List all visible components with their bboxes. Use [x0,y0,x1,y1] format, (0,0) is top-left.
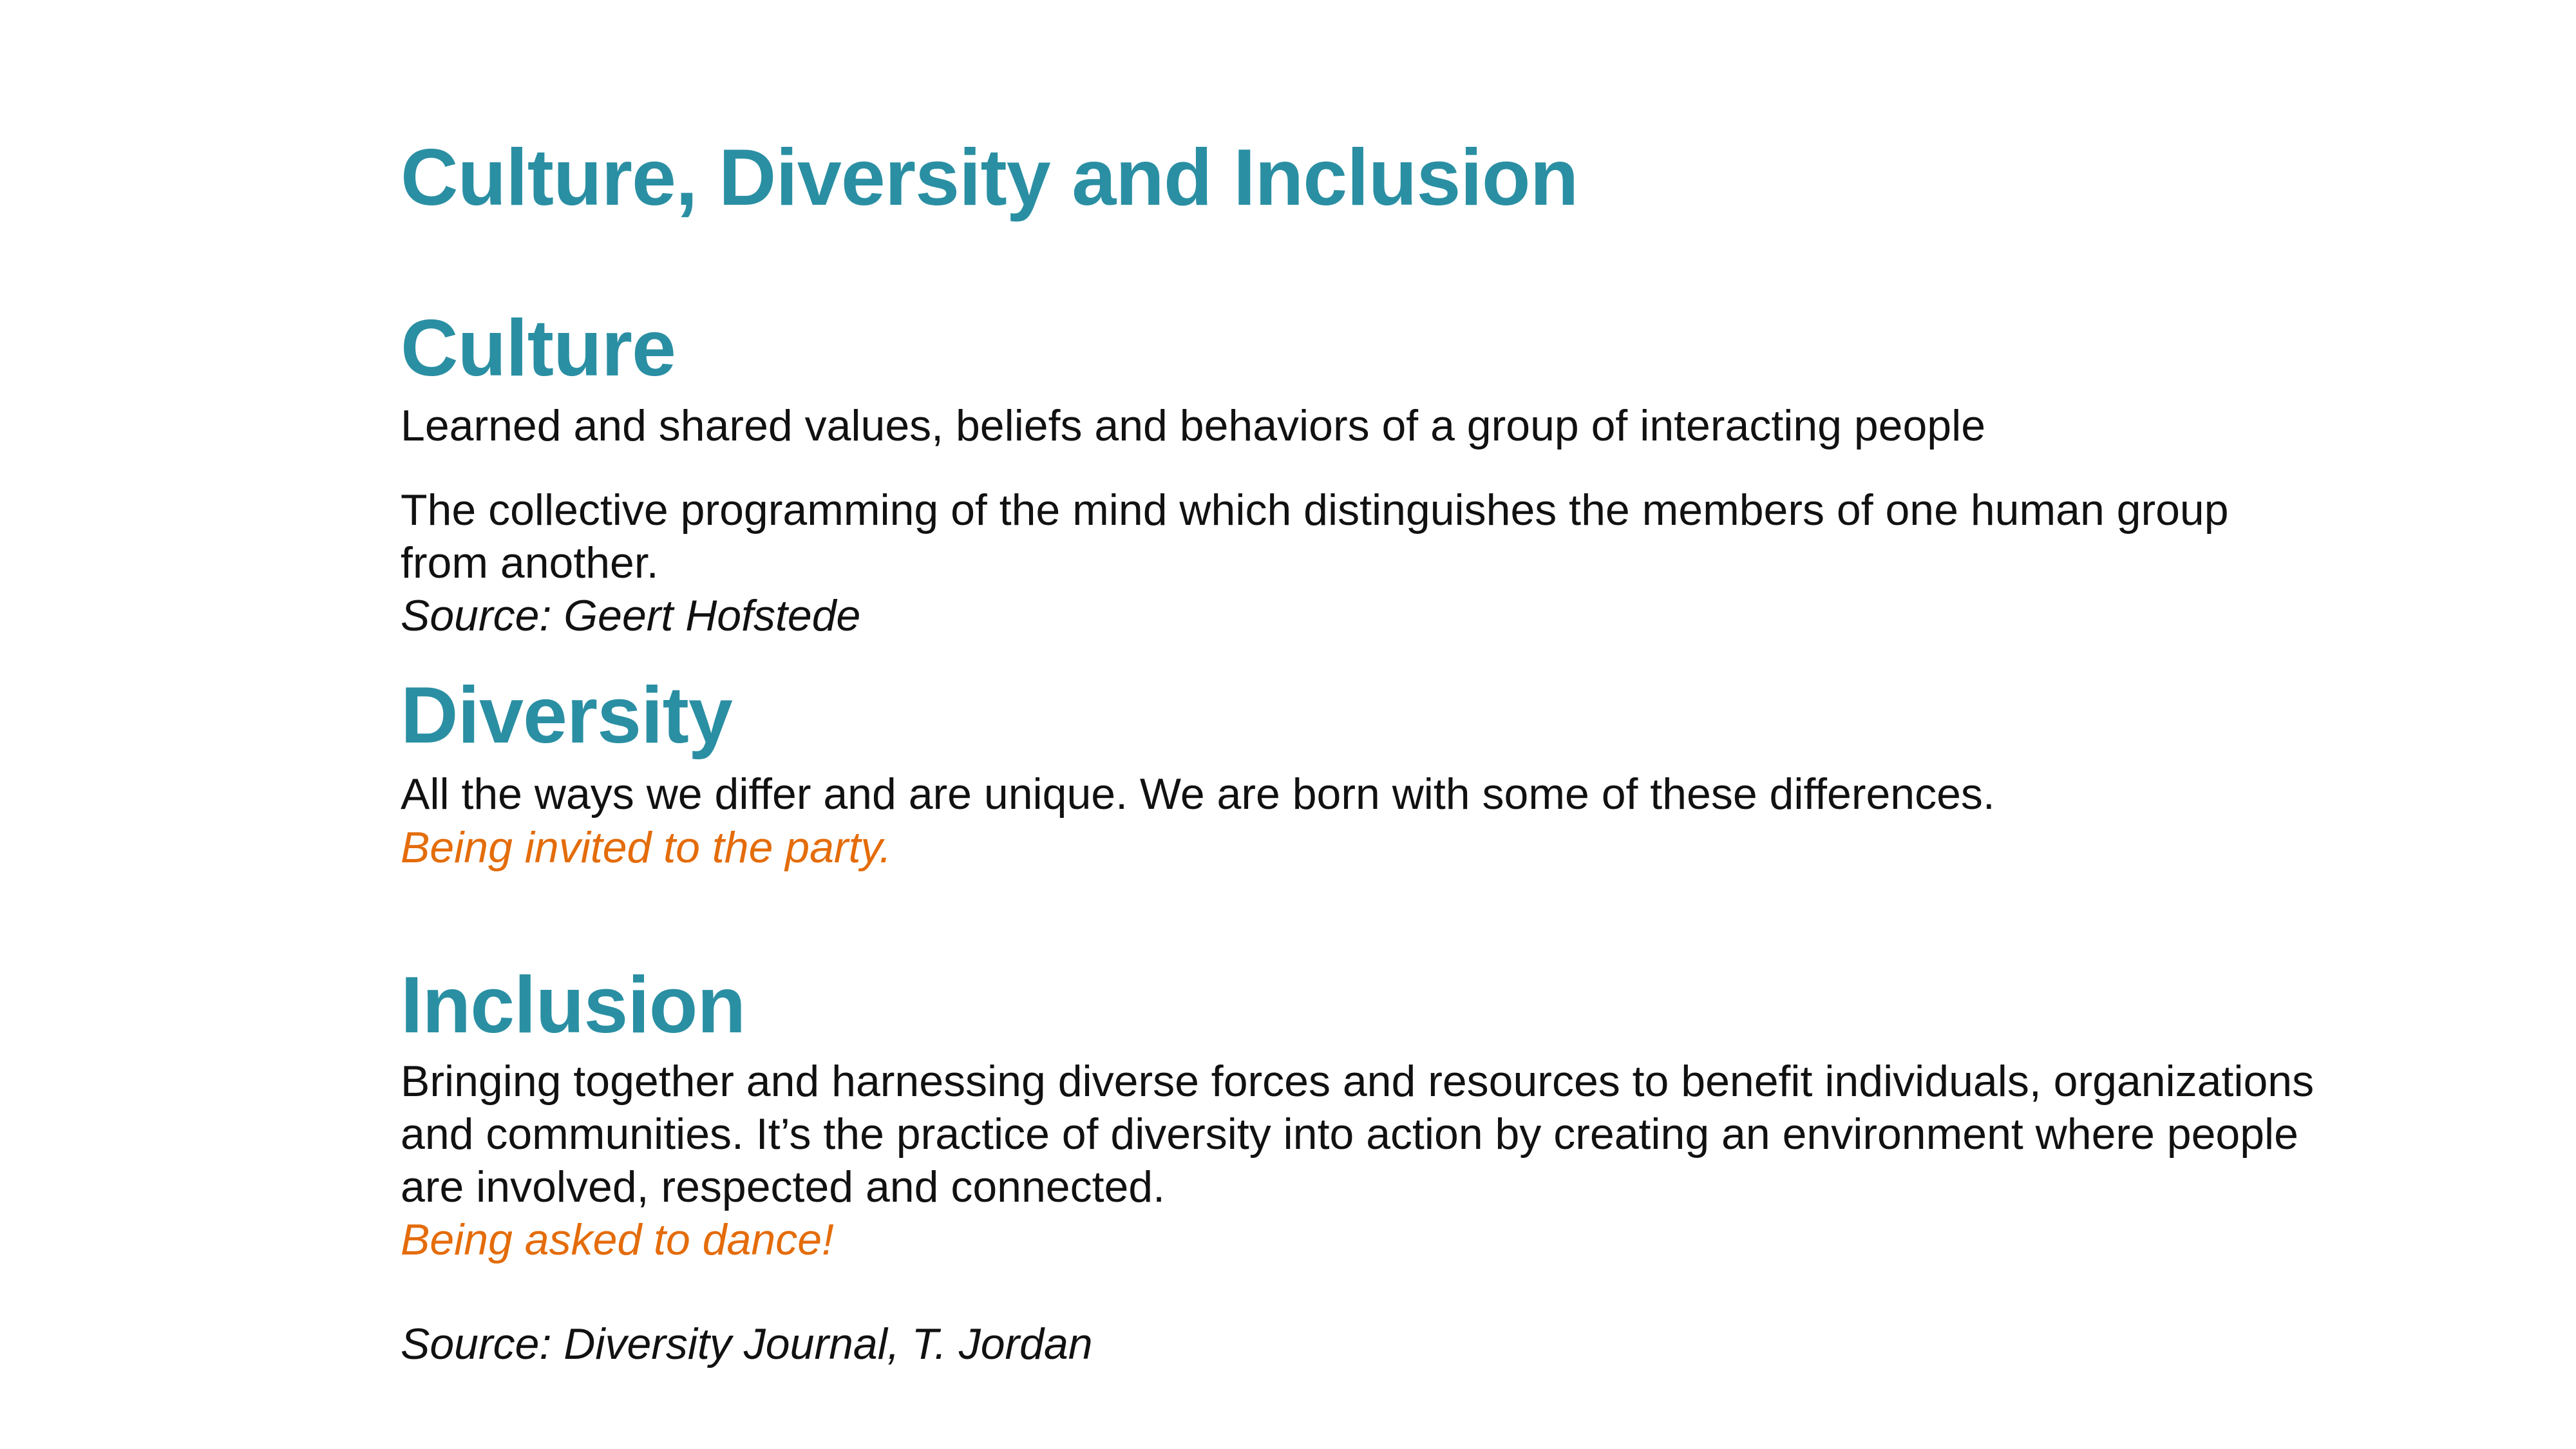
inclusion-definition-line: are involved, respected and connected. [401,1162,1166,1211]
hofstede-definition-line: from another. [401,538,659,587]
inclusion-definition-line: Bringing together and harnessing diverse forces and resources to benefit individuals, organizations [401,1057,2315,1106]
diversity-tagline: Being invited to the party. [401,823,892,872]
footer-source: Source: Diversity Journal, T. Jordan [401,1320,1093,1368]
diversity-definition: All the ways we differ and are unique. We are born with some of these differences. [401,770,1995,819]
inclusion-tagline: Being asked to dance! [401,1215,834,1264]
inclusion-definition-line: and communities. It’s the practice of diversity into action by creating an environment where people [401,1110,2298,1159]
hofstede-source: Source: Geert Hofstede [401,591,861,640]
culture-heading: Culture [401,304,676,393]
hofstede-definition [401,484,2448,589]
diversity-heading: Diversity [401,671,732,760]
inclusion-definition [401,1055,2448,1213]
inclusion-heading: Inclusion [401,961,746,1050]
slide-title: Culture, Diversity and Inclusion [401,133,1578,222]
culture-definition: Learned and shared values, beliefs and behaviors of a group of interacting people [401,401,1986,450]
hofstede-definition-line: The collective programming of the mind which distinguishes the members of one human group [401,486,2229,535]
